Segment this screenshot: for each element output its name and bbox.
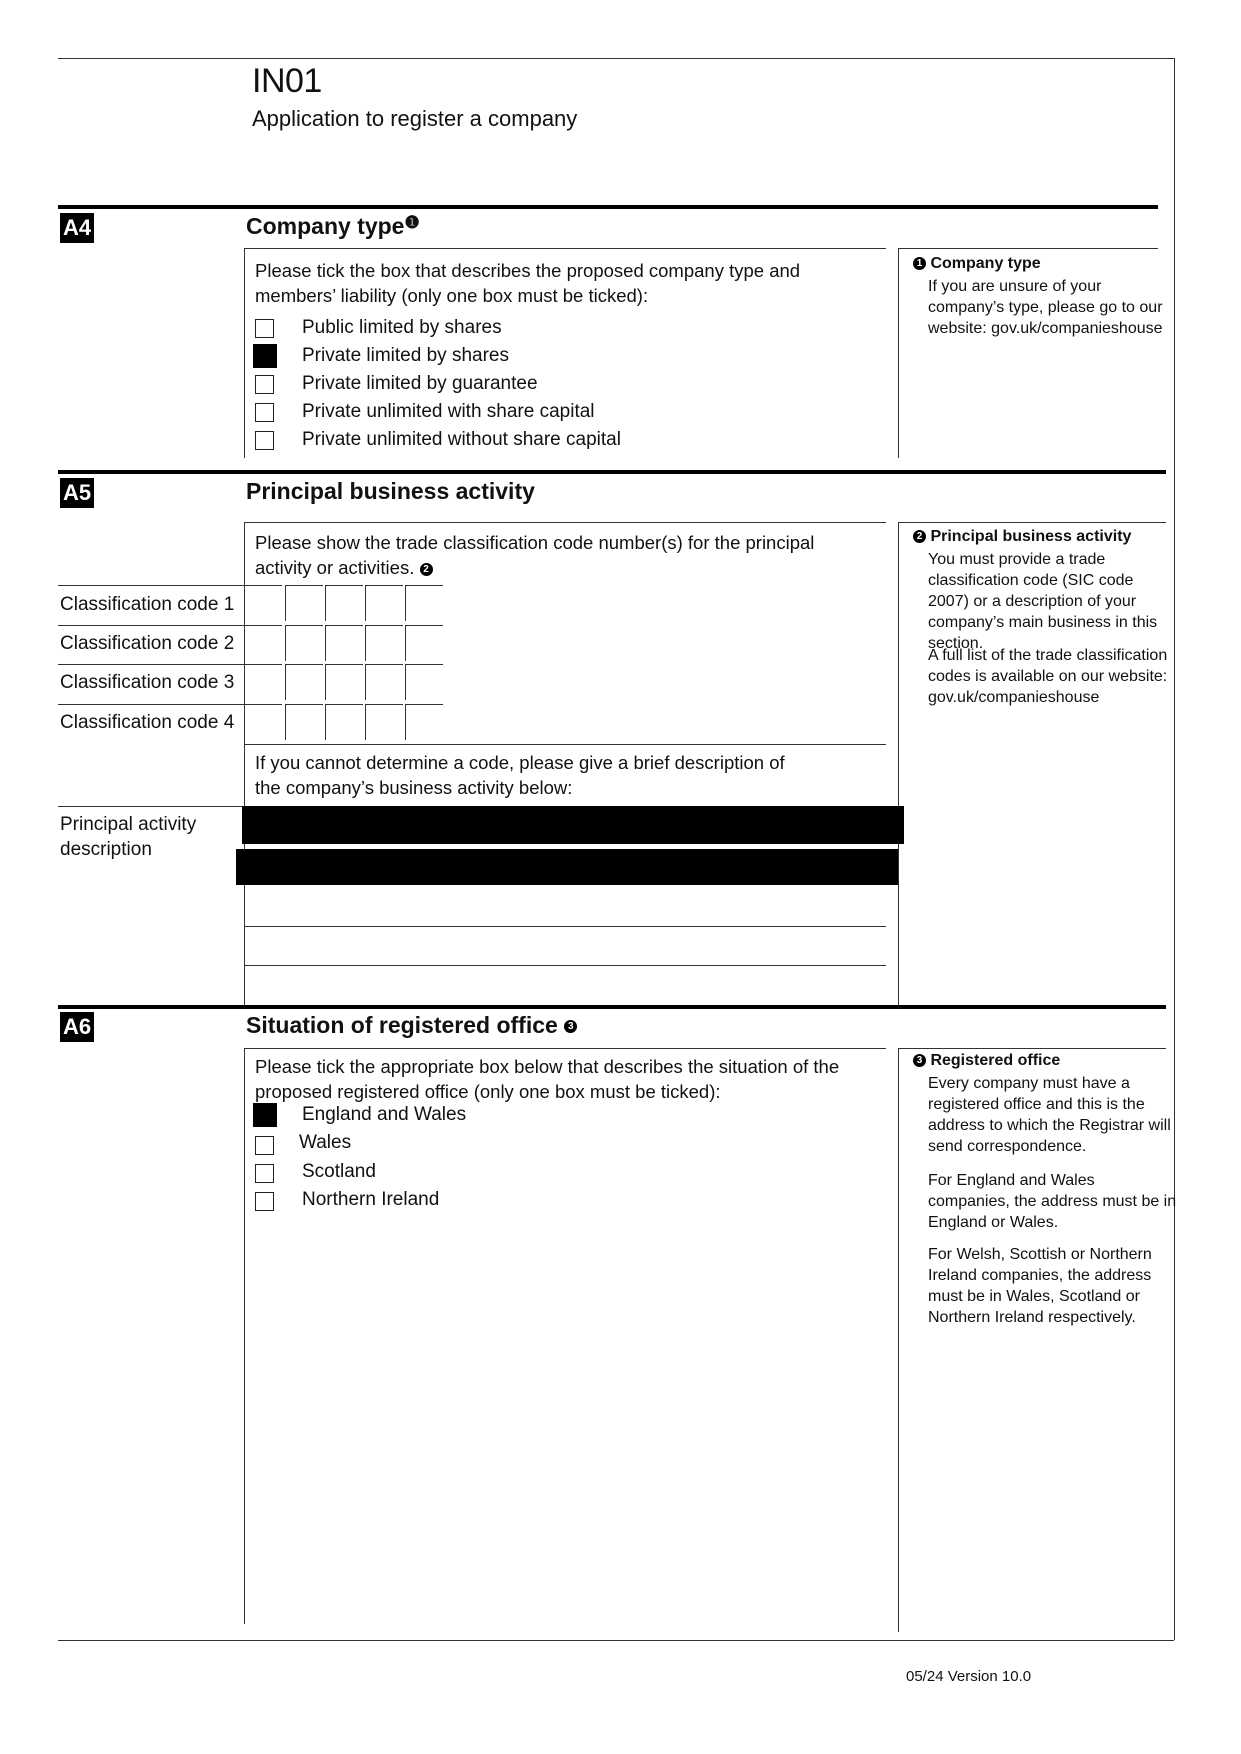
classification-code-4-label: Classification code 4: [60, 712, 235, 733]
checkbox-private-limited-by-guarantee[interactable]: [255, 375, 274, 394]
section-a4-rule: [58, 205, 1158, 209]
business-activity-note-text-2: A full list of the trade classification codes is available on our website: gov.uk/companieshouse: [928, 647, 1168, 706]
classification-code-3-digit-3[interactable]: [325, 664, 363, 700]
section-a6-title: [246, 1012, 577, 1039]
classification-code-2-digit-3[interactable]: [325, 625, 363, 661]
note-2-icon: 2: [420, 563, 433, 576]
classification-code-4-digit-3[interactable]: [325, 704, 363, 740]
business-activity-note-title: [913, 528, 1131, 546]
code-2-row-rule: [58, 625, 244, 626]
code-4-row-rule: [58, 704, 244, 705]
section-a5-side-top: [898, 522, 1166, 523]
checkbox-england-and-wales[interactable]: [253, 1103, 277, 1127]
section-a4-tag: A4: [60, 213, 94, 243]
company-type-note-title-text: Company type: [930, 255, 1041, 272]
section-a6-side-top: [898, 1048, 1166, 1049]
classification-code-2-digit-1[interactable]: [244, 625, 282, 661]
classification-code-3-digit-1[interactable]: [244, 664, 282, 700]
classification-code-2-digit-4[interactable]: [365, 625, 403, 661]
classification-code-1-digit-3[interactable]: [325, 585, 363, 621]
option-wales: Wales: [299, 1132, 352, 1153]
section-a6-box-top: [244, 1048, 886, 1049]
option-public-limited-by-shares: Public limited by shares: [302, 317, 502, 338]
checkbox-private-unlimited-with-share-capital[interactable]: [255, 403, 274, 422]
form-version: 05/24 Version 10.0: [906, 1668, 1032, 1685]
page-bottom-rule: [58, 1640, 1174, 1641]
classification-code-2-digit-5[interactable]: [405, 625, 443, 661]
business-activity-note-text-1: You must provide a trade classification code (SIC code 2007) or a description of your company’s main business in this section.: [928, 551, 1158, 652]
option-private-limited-by-shares: Private limited by shares: [302, 345, 509, 366]
checkbox-scotland[interactable]: [255, 1164, 274, 1183]
redacted-description-line-1: [242, 806, 904, 844]
classification-code-2-label: Classification code 2: [60, 633, 235, 654]
classification-code-1-digit-1[interactable]: [244, 585, 282, 621]
form-code: IN01: [252, 62, 322, 100]
checkbox-wales[interactable]: [255, 1136, 274, 1155]
code-3-row-rule: [58, 664, 244, 665]
classification-code-4-digit-1[interactable]: [244, 704, 282, 740]
classification-instructions: [255, 530, 815, 580]
option-scotland: Scotland: [302, 1161, 376, 1182]
registered-office-note-text-2: For England and Wales companies, the address must be in England or Wales.: [928, 1172, 1177, 1231]
classification-code-3-label: Classification code 3: [60, 672, 235, 693]
section-a6-box-left: [244, 1048, 245, 1624]
option-england-and-wales: England and Wales: [302, 1104, 467, 1125]
option-private-unlimited-without-share-capital: Private unlimited without share capital: [302, 429, 621, 450]
classification-code-4-digit-4[interactable]: [365, 704, 403, 740]
classification-code-1-digit-4[interactable]: [365, 585, 403, 621]
checkbox-northern-ireland[interactable]: [255, 1192, 274, 1211]
company-type-instructions: Please tick the box that describes the proposed company type and members’ liability (only one box must be ticked):: [255, 260, 801, 306]
section-a6-rule: [58, 1005, 1166, 1009]
registered-office-note-title: [913, 1052, 1060, 1070]
section-a6-title-text: Situation of registered office: [246, 1012, 558, 1038]
checkbox-private-unlimited-without-share-capital[interactable]: [255, 431, 274, 450]
fallback-instructions: If you cannot determine a code, please give a brief description of the company’s business activity below:: [255, 752, 785, 798]
code-1-row-rule: [58, 585, 244, 586]
section-a5-box-right: [898, 522, 899, 1006]
section-a4-box-left: [244, 248, 245, 458]
section-a5-box-top: [244, 522, 886, 523]
option-private-limited-by-guarantee: Private limited by guarantee: [302, 373, 538, 394]
fallback-box-top: [244, 744, 886, 745]
section-a5-title: Principal business activity: [246, 478, 535, 504]
section-a6-tag: A6: [60, 1012, 94, 1042]
classification-code-2-digit-2[interactable]: [285, 625, 323, 661]
note-3-side-icon: 3: [913, 1054, 926, 1067]
form-subtitle: Application to register a company: [252, 106, 578, 131]
note-2-side-icon: 2: [913, 530, 926, 543]
section-a4-side-top: [898, 248, 1158, 249]
description-row-rule: [58, 806, 244, 807]
classification-code-1-digit-5[interactable]: [405, 585, 443, 621]
option-northern-ireland: Northern Ireland: [302, 1189, 440, 1210]
classification-code-1-digit-2[interactable]: [285, 585, 323, 621]
section-a4-box-right: [898, 248, 899, 458]
section-a4-box-top: [244, 248, 886, 249]
classification-instructions-text: Please show the trade classification code number(s) for the principal activity or activities.: [255, 532, 815, 578]
checkbox-public-limited-by-shares[interactable]: [255, 319, 274, 338]
option-private-unlimited-with-share-capital: Private unlimited with share capital: [302, 401, 595, 422]
description-field[interactable]: [246, 888, 884, 1004]
note-3-icon: 3: [564, 1020, 577, 1033]
registered-office-note-title-text: Registered office: [930, 1052, 1061, 1069]
classification-code-1-label: Classification code 1: [60, 594, 235, 615]
section-a4-title: [246, 213, 420, 240]
principal-activity-description-label: Principal activity description: [60, 814, 197, 860]
section-a4-title-text: Company type: [246, 213, 405, 239]
registered-office-note-text-1: Every company must have a registered office and this is the address to which the Registrar will send correspondence.: [928, 1075, 1171, 1155]
classification-code-4-digit-5[interactable]: [405, 704, 443, 740]
classification-code-4-digit-2[interactable]: [285, 704, 323, 740]
business-activity-note-title-text: Principal business activity: [930, 528, 1132, 545]
note-1-side-icon: 1: [913, 257, 926, 270]
section-a5-rule: [58, 470, 1166, 474]
company-type-note-title: [913, 255, 1041, 273]
section-a6-box-right: [898, 1048, 899, 1632]
page-top-rule: [58, 58, 1174, 59]
section-a5-tag: A5: [60, 478, 94, 508]
registered-office-note-text-3: For Welsh, Scottish or Northern Ireland companies, the address must be in Wales, Scotland or Northern Ireland respectively.: [928, 1246, 1152, 1326]
note-1-icon: ❶: [404, 213, 420, 232]
company-type-note-text: If you are unsure of your company’s type, please go to our website: gov.uk/companieshouse: [928, 278, 1163, 337]
checkbox-private-limited-by-shares[interactable]: [253, 344, 277, 368]
classification-code-3-digit-4[interactable]: [365, 664, 403, 700]
classification-code-3-digit-2[interactable]: [285, 664, 323, 700]
redacted-description-line-2: [236, 849, 898, 885]
classification-code-3-digit-5[interactable]: [405, 664, 443, 700]
registered-office-instructions: Please tick the appropriate box below that describes the situation of the proposed registered office (only one box must be ticked):: [255, 1056, 840, 1102]
